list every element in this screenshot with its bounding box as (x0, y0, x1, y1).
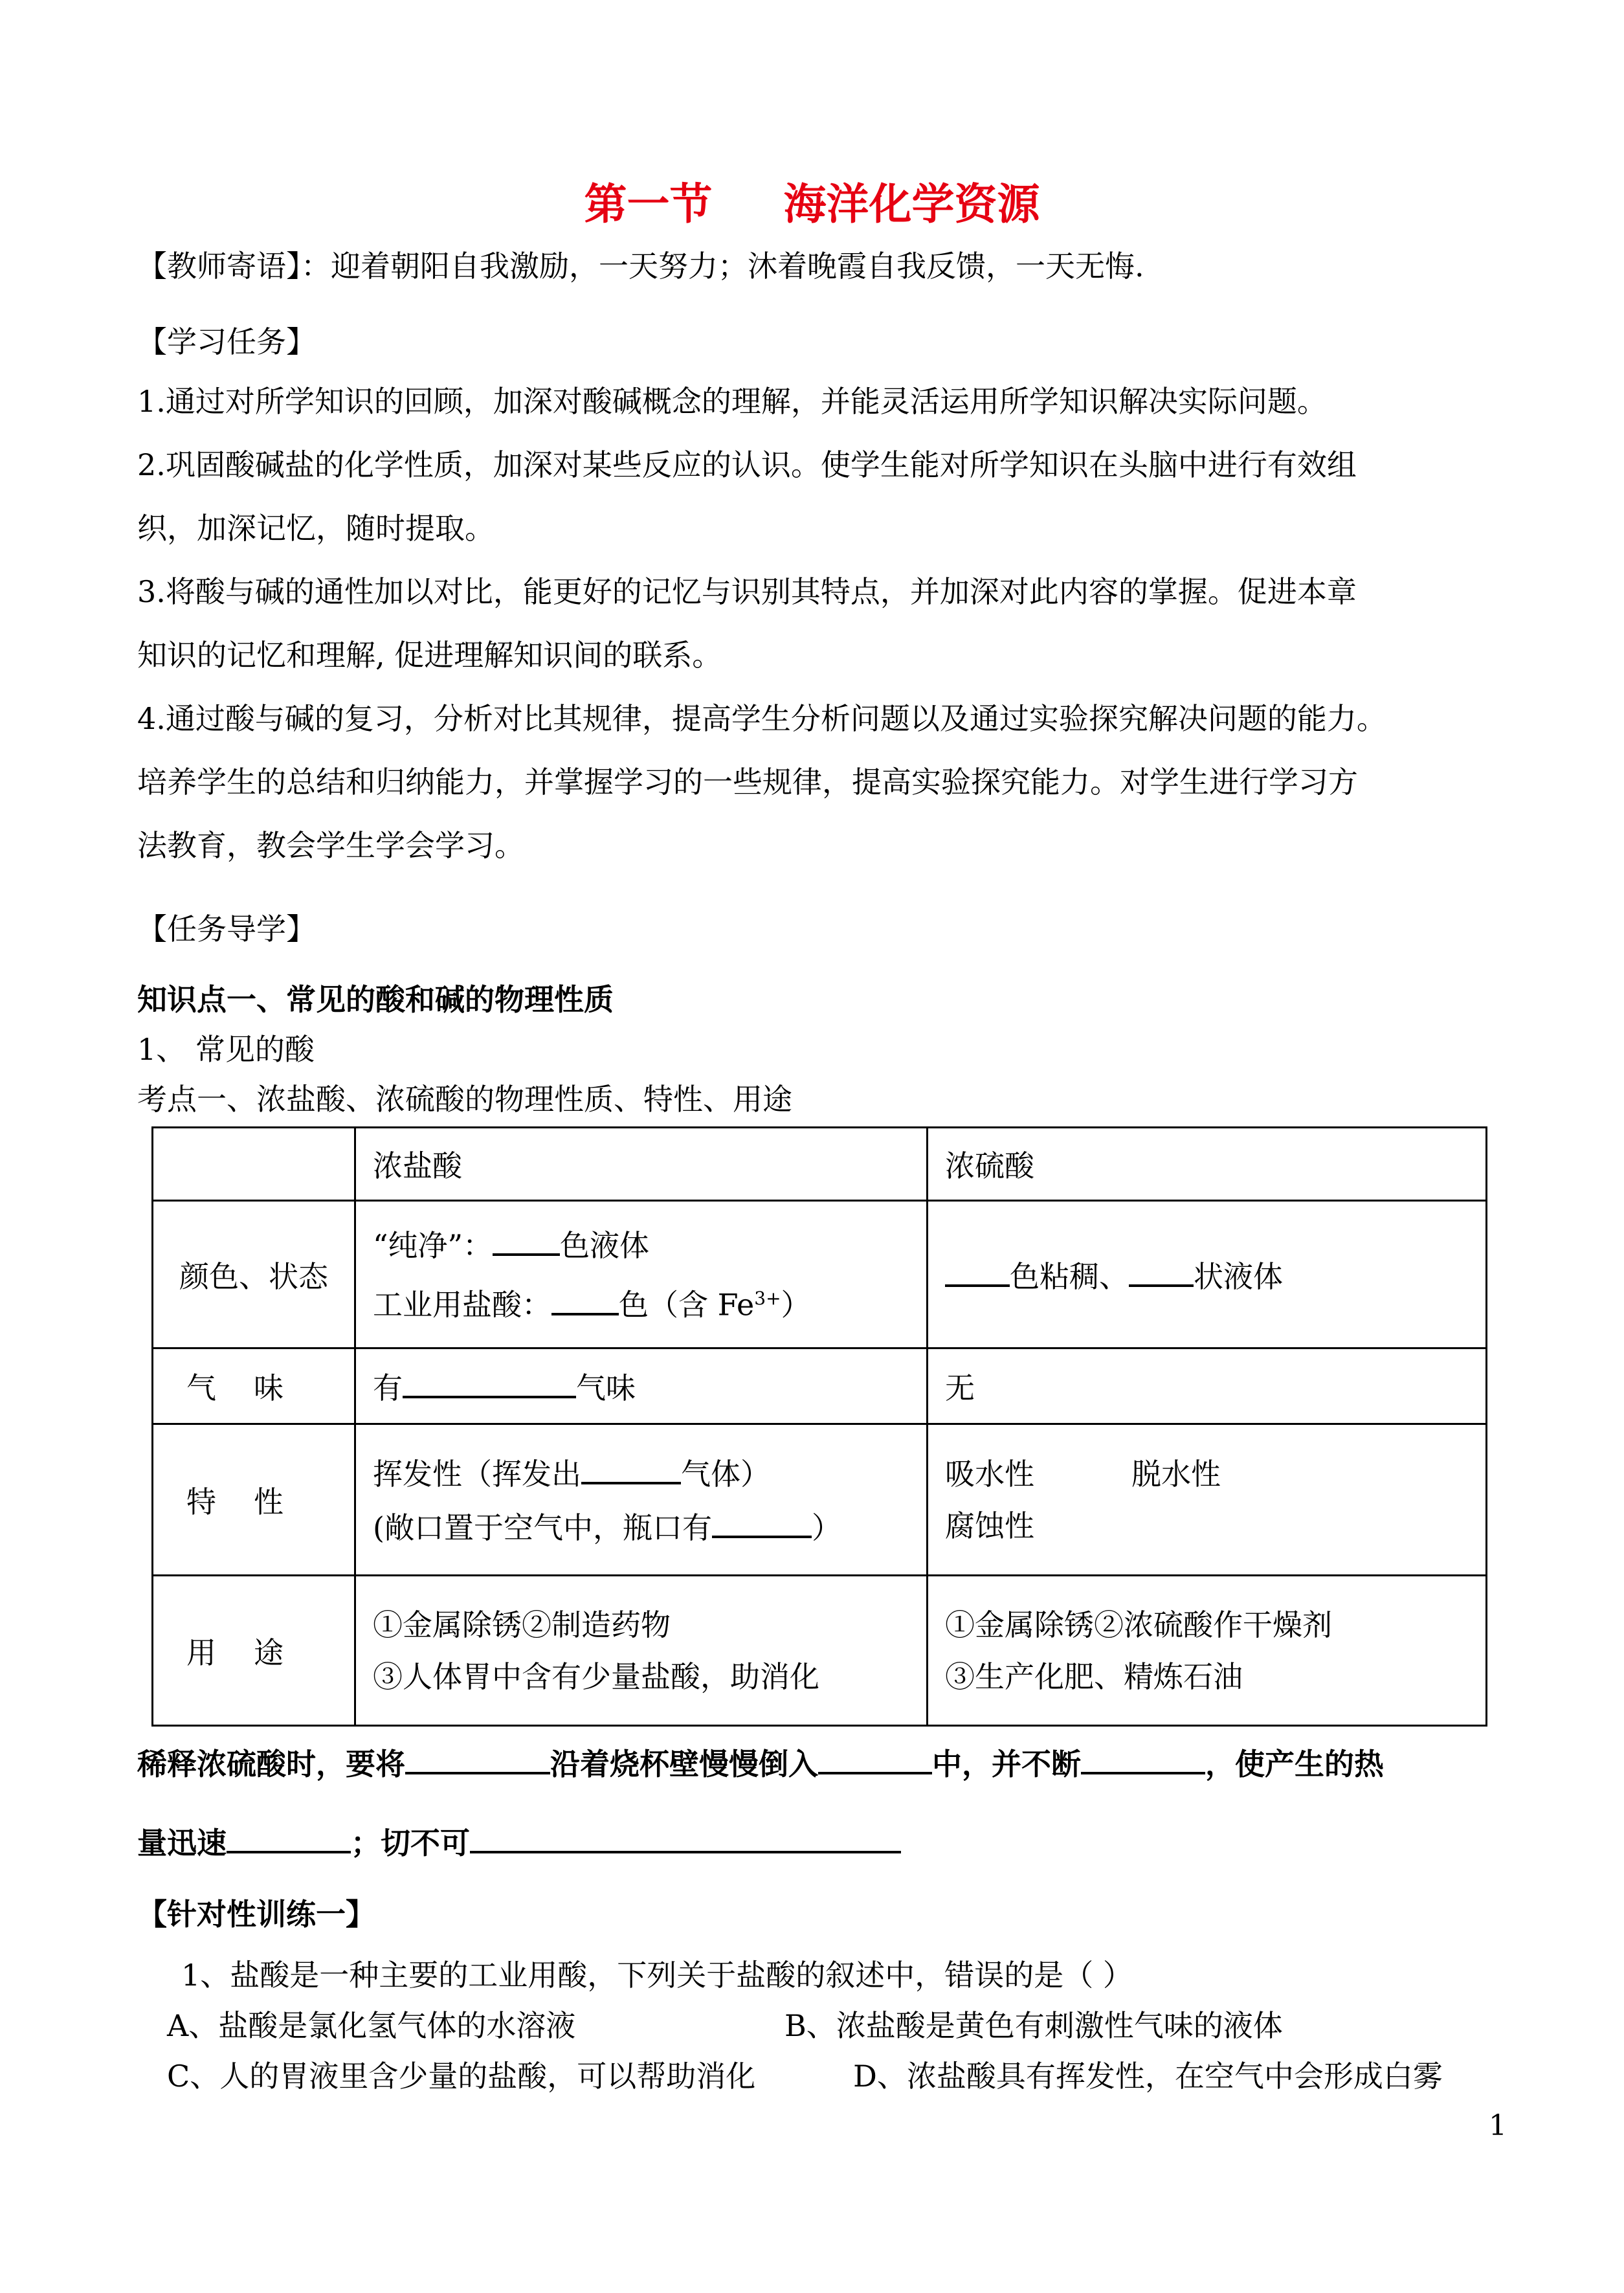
task-2-line1: 2.巩固酸碱盐的化学性质，加深对某些反应的认识。使学生能对所学知识在头脑中进行有效组 (137, 447, 1357, 482)
blank-dilution-1 (405, 1743, 550, 1774)
sub-item-common-acids: 1、 常见的酸 (137, 1032, 315, 1067)
blank-h2so4-state (1129, 1256, 1194, 1287)
task-4-line1: 4.通过酸与碱的复习，分析对比其规律，提高学生分析问题以及通过实验探究解决问题的能力。 (137, 701, 1386, 736)
training-heading: 【针对性训练一】 (137, 1897, 375, 1932)
teacher-words: 【教师寄语】：迎着朝阳自我激励，一天努力；沐着晚霞自我反馈，一天无悔. (137, 249, 1144, 284)
table-row-characteristics (153, 1424, 1487, 1576)
acid-properties-table (151, 1126, 1487, 1727)
title-part2: 海洋化学资源 (783, 179, 1040, 229)
table-cell-h2so4-color: 色粘稠、 状液体 (928, 1201, 1487, 1348)
task-2-line2: 织，加深记忆，随时提取。 (137, 511, 495, 546)
guide-heading: 【任务导学】 (137, 912, 316, 946)
blank-volatile-gas (581, 1453, 681, 1484)
dilution-line1: 稀释浓硫酸时，要将 沿着烧杯壁慢慢倒入 中，并不断 ，使产生的热 (137, 1743, 1384, 1784)
blank-hcl-odor (403, 1367, 576, 1398)
table-cell-hcl-characteristics: 挥发性（挥发出 气体） (敞口置于空气中，瓶口有 ） (355, 1424, 928, 1576)
table-label-characteristics: 特性 (153, 1424, 355, 1576)
blank-pure-color (493, 1225, 560, 1256)
tasks-heading: 【学习任务】 (137, 324, 316, 359)
knowledge-point-1: 知识点一、常见的酸和碱的物理性质 (137, 982, 614, 1017)
table-cell-hcl-odor: 有 气味 (355, 1348, 928, 1424)
table-cell-h2so4-characteristics: 吸水性 脱水性 腐蚀性 (928, 1424, 1487, 1576)
table-row-uses (153, 1576, 1487, 1726)
table-row-color-state (153, 1201, 1487, 1348)
table-label-odor: 气味 (153, 1348, 355, 1424)
question-1-option-c: C、人的胃液里含少量的盐酸，可以帮助消化 (167, 2059, 756, 2094)
task-4-line2: 培养学生的总结和归纳能力，并掌握学习的一些规律，提高实验探究能力。对学生进行学习方 (137, 765, 1358, 800)
table-row-header (153, 1128, 1487, 1201)
blank-industrial-color (551, 1284, 619, 1315)
table-cell-hcl-uses: ①金属除锈②制造药物 ③人体胃中含有少量盐酸，助消化 (355, 1576, 928, 1726)
table-cell-h2so4-uses: ①金属除锈②浓硫酸作干燥剂 ③生产化肥、精炼石油 (928, 1576, 1487, 1726)
blank-h2so4-color (945, 1256, 1010, 1287)
question-1-option-b: B、浓盐酸是黄色有刺激性气味的液体 (784, 2008, 1283, 2043)
blank-dilution-3 (1081, 1743, 1205, 1774)
question-1-stem: 1、盐酸是一种主要的工业用酸，下列关于盐酸的叙述中，错误的是（ ） (181, 1958, 1133, 1993)
page-number: 1 (1489, 2109, 1507, 2142)
blank-dilution-2 (818, 1743, 932, 1774)
task-1: 1.通过对所学知识的回顾，加深对酸碱概念的理解，并能灵活运用所学知识解决实际问题。 (137, 384, 1327, 419)
table-cell-hcl-color: “纯净”： 色液体 工业用盐酸： 色（含 $Fe^{3+}$） (355, 1201, 928, 1348)
table-label-uses: 用途 (153, 1576, 355, 1726)
page-title (0, 170, 1624, 231)
table-cell-h2so4-odor: 无 (928, 1348, 1487, 1424)
exam-point-1: 考点一、浓盐酸、浓硫酸的物理性质、特性、用途 (137, 1082, 792, 1117)
table-label-color-state: 颜色、状态 (153, 1201, 355, 1348)
blank-dilution-4 (227, 1822, 351, 1853)
blank-bottle-mouth (712, 1507, 812, 1538)
question-1-option-a: A、盐酸是氯化氢气体的水溶液 (167, 2008, 576, 2043)
dilution-line2: 量迅速 ；切不可 (137, 1822, 901, 1863)
table-header-hcl: 浓盐酸 (355, 1128, 928, 1201)
task-3-line2: 知识的记忆和理解, 促进理解知识间的联系。 (137, 638, 722, 673)
question-1-option-d: D、浓盐酸具有挥发性，在空气中会形成白雾 (853, 2059, 1443, 2094)
task-3-line1: 3.将酸与碱的通性加以对比，能更好的记忆与识别其特点，并加深对此内容的掌握。促进本章 (137, 574, 1357, 609)
task-4-line3: 法教育，教会学生学会学习。 (137, 828, 524, 863)
table-cell-corner (153, 1128, 355, 1201)
title-part1: 第一节 (584, 179, 713, 229)
table-row-odor (153, 1348, 1487, 1424)
table-header-h2so4: 浓硫酸 (928, 1128, 1487, 1201)
blank-dilution-5 (470, 1822, 901, 1853)
